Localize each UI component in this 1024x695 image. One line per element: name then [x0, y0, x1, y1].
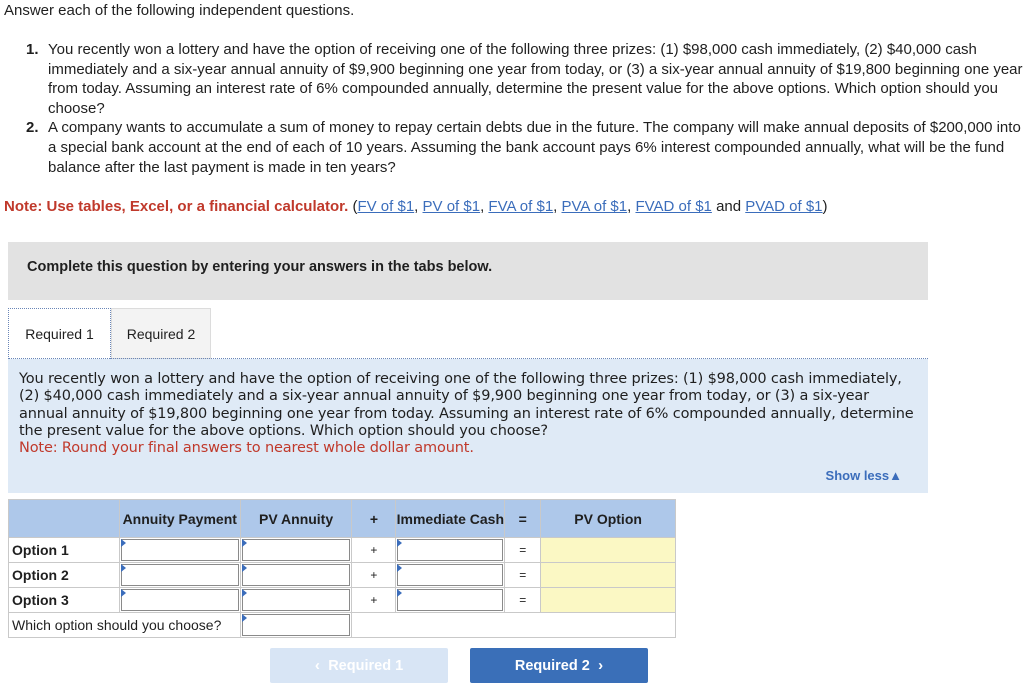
and-text: and	[716, 198, 742, 215]
chevron-left-icon: ‹	[314, 657, 329, 674]
question-text: A company wants to accumulate a sum of money to repay certain debts due in the future. The company will make annual deposits of $200,000 into a special bank account at the end of each of 10 years. Assuming the bank account pays 6% interest compounded annually, what will be the fund balance after the last payment is made in ten years?	[48, 119, 1021, 176]
tab-required-1[interactable]: Required 1	[8, 308, 111, 359]
table-row	[9, 613, 676, 638]
instruction-box	[8, 242, 928, 300]
immediate-cash-input[interactable]	[396, 563, 505, 588]
question-number: 2.	[26, 119, 39, 137]
row-label: Option 1	[9, 538, 120, 563]
link-fv-of-1[interactable]: FV of $1	[357, 198, 415, 215]
plus-sign: +	[352, 538, 396, 563]
pv-option-cell	[541, 538, 676, 563]
header-equals: =	[505, 500, 541, 538]
choose-option-input[interactable]	[240, 613, 352, 638]
plus-sign: +	[352, 563, 396, 588]
question-number: 1.	[26, 41, 39, 58]
annuity-payment-input[interactable]	[119, 538, 240, 563]
link-fvad-of-1[interactable]: FVAD of $1	[635, 198, 712, 215]
next-required-button[interactable]	[470, 648, 648, 683]
choose-option-label: Which option should you choose?	[9, 613, 241, 638]
question-item	[26, 40, 1024, 118]
instruction-text: Complete this question by entering your answers in the tabs below.	[27, 259, 493, 275]
plus-sign: +	[352, 588, 396, 613]
table-row	[9, 588, 676, 613]
table-row	[9, 538, 676, 563]
table-row	[9, 563, 676, 588]
prev-required-button[interactable]	[270, 648, 448, 683]
question-item	[26, 118, 1024, 177]
header-annuity-payment: Annuity Payment	[119, 500, 240, 538]
header-pv-option: PV Option	[541, 500, 676, 538]
table-header-row	[9, 500, 676, 538]
annuity-payment-input[interactable]	[119, 563, 240, 588]
row-label: Option 2	[9, 563, 120, 588]
pv-option-cell	[541, 588, 676, 613]
header-blank	[9, 500, 120, 538]
header-immediate-cash: Immediate Cash	[396, 500, 505, 538]
panel-note: Note: Round your final answers to nearest whole dollar amount.	[19, 440, 474, 457]
prev-button-label: Required 1	[328, 657, 404, 674]
note-label: Note: Use tables, Excel, or a financial calculator.	[4, 198, 349, 215]
intro-text: Answer each of the following independent questions.	[4, 2, 355, 19]
link-fva-of-1[interactable]: FVA of $1	[488, 198, 554, 215]
link-pvad-of-1[interactable]: PVAD of $1	[745, 198, 823, 215]
annuity-payment-input[interactable]	[119, 588, 240, 613]
equals-sign: =	[505, 538, 541, 563]
link-pv-of-1[interactable]: PV of $1	[422, 198, 481, 215]
tab-required-2[interactable]: Required 2	[111, 308, 211, 359]
panel-question	[19, 371, 919, 457]
question-text: You recently won a lottery and have the option of receiving one of the following three prizes: (1) $98,000 cash immediately, (2) $40,000 cash immediately and a six-year annual annuity of $9,900 beginning one year from today, or (3) a six-year annual annuity of $19,800 beginning one year from today. Assuming an interest rate of 6% compounded annually, determine the present value for the above options. Which option should you choose?	[48, 41, 1023, 117]
blank-cell	[352, 613, 676, 638]
question-panel	[8, 359, 928, 493]
link-pva-of-1[interactable]: PVA of $1	[561, 198, 628, 215]
next-button-label: Required 2	[514, 657, 590, 674]
answer-table	[8, 499, 676, 638]
immediate-cash-input[interactable]	[396, 588, 505, 613]
equals-sign: =	[505, 588, 541, 613]
show-less-toggle[interactable]: Show less▲	[825, 468, 902, 483]
row-label: Option 3	[9, 588, 120, 613]
note-line: Note: Use tables, Excel, or a financial calculator. (FV of $1, PV of $1, FVA of $1, PVA of $1, FVAD of $1 and PVAD of $1)	[4, 198, 828, 215]
pv-annuity-input[interactable]	[240, 563, 352, 588]
immediate-cash-input[interactable]	[396, 538, 505, 563]
pv-annuity-input[interactable]	[240, 538, 352, 563]
pv-annuity-input[interactable]	[240, 588, 352, 613]
pv-option-cell	[541, 563, 676, 588]
chevron-right-icon: ›	[589, 657, 604, 674]
header-pv-annuity: PV Annuity	[240, 500, 352, 538]
header-plus: +	[352, 500, 396, 538]
question-list	[26, 40, 1024, 177]
panel-question-text: You recently won a lottery and have the option of receiving one of the following three prizes: (1) $98,000 cash immediately, (2) $40,000 cash immediately and a six-year annual annuity of $9,900 beginning one year from today, or (3) a six-year annual annuity of $19,800 beginning one year from today. Assuming an interest rate of 6% compounded annually, determine the present value for the above options. Which option should you choose?	[19, 371, 914, 439]
equals-sign: =	[505, 563, 541, 588]
